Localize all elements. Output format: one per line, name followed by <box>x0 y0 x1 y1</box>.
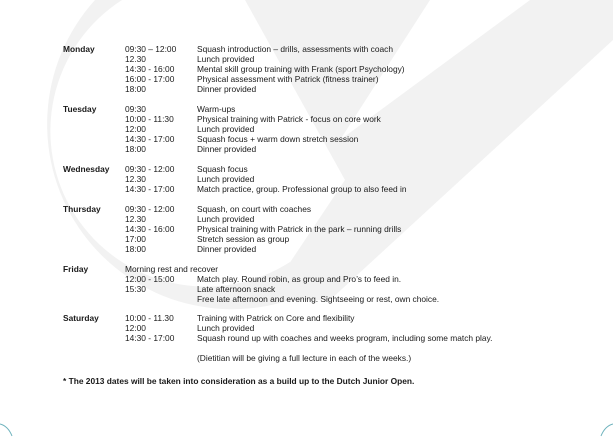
time-cell: 12.30 <box>125 54 146 64</box>
footnote: * The 2013 dates will be taken into consideration as a build up to the Dutch Junior Open. <box>63 376 415 386</box>
time-cell: Morning rest and recover <box>125 264 219 274</box>
time-cell: 14:30 - 16:00 <box>125 64 175 74</box>
time-cell: 18:00 <box>125 84 146 94</box>
time-cell: 09:30 - 12:00 <box>125 164 175 174</box>
activity-cell: Free late afternoon and evening. Sightseeing or rest, own choice. <box>197 294 440 304</box>
time-cell: 14:30 - 17:00 <box>125 184 175 194</box>
activity-cell: Warm-ups <box>197 104 236 114</box>
time-cell: 12:00 - 15:00 <box>125 274 175 284</box>
time-cell: 12:00 <box>125 124 146 134</box>
activity-cell: Squash, on court with coaches <box>197 204 312 214</box>
time-cell: 18:00 <box>125 144 146 154</box>
time-cell: 10:00 - 11:30 <box>125 114 174 124</box>
activity-cell: Squash focus <box>197 164 248 174</box>
dietitian-note: (Dietitian will be giving a full lecture in each of the weeks.) <box>197 353 412 363</box>
day-label: Thursday <box>63 204 101 214</box>
time-cell: 14:30 - 17:00 <box>125 333 175 343</box>
activity-cell: Dinner provided <box>197 244 257 254</box>
activity-cell: Stretch session as group <box>197 234 290 244</box>
activity-cell: Squash focus + warm down stretch session <box>197 134 359 144</box>
activity-cell: Match practice, group. Professional group to also feed in <box>197 184 407 194</box>
activity-cell: Physical training with Patrick - focus on core work <box>197 114 381 124</box>
day-label: Monday <box>63 44 95 54</box>
time-cell: 10:00 - 11.30 <box>125 313 174 323</box>
activity-cell: Lunch provided <box>197 124 255 134</box>
time-cell: 12.30 <box>125 214 146 224</box>
activity-cell: Lunch provided <box>197 214 255 224</box>
activity-cell: Lunch provided <box>197 323 255 333</box>
activity-cell: Late afternoon snack <box>197 284 276 294</box>
day-label: Friday <box>63 264 89 274</box>
time-cell: 14:30 - 17:00 <box>125 134 175 144</box>
time-cell: 14:30 - 16:00 <box>125 224 175 234</box>
time-cell: 12.30 <box>125 174 146 184</box>
time-cell: 09:30 <box>125 104 146 114</box>
activity-cell: Physical training with Patrick in the park – running drills <box>197 224 402 234</box>
day-label: Saturday <box>63 313 99 323</box>
activity-cell: Squash round up with coaches and weeks program, including some match play. <box>197 333 493 343</box>
time-cell: 16:00 - 17:00 <box>125 74 175 84</box>
time-cell: 09:30 – 12:00 <box>125 44 177 54</box>
time-cell: 18:00 <box>125 244 146 254</box>
crop-mark-icon <box>0 422 14 437</box>
activity-cell: Squash introduction – drills, assessments with coach <box>197 44 393 54</box>
activity-cell: Dinner provided <box>197 84 257 94</box>
activity-cell: Mental skill group training with Frank (sport Psychology) <box>197 64 405 74</box>
activity-cell: Match play. Round robin, as group and Pro’s to feed in. <box>197 274 402 284</box>
crop-mark-icon <box>599 422 613 437</box>
day-label: Wednesday <box>63 164 110 174</box>
day-label: Tuesday <box>63 104 97 114</box>
activity-cell: Training with Patrick on Core and flexibility <box>197 313 355 323</box>
time-cell: 17:00 <box>125 234 146 244</box>
time-cell: 09:30 - 12:00 <box>125 204 175 214</box>
time-cell: 12:00 <box>125 323 146 333</box>
activity-cell: Lunch provided <box>197 174 255 184</box>
activity-cell: Dinner provided <box>197 144 257 154</box>
activity-cell: Lunch provided <box>197 54 255 64</box>
activity-cell: Physical assessment with Patrick (fitness trainer) <box>197 74 379 84</box>
time-cell: 15:30 <box>125 284 146 294</box>
